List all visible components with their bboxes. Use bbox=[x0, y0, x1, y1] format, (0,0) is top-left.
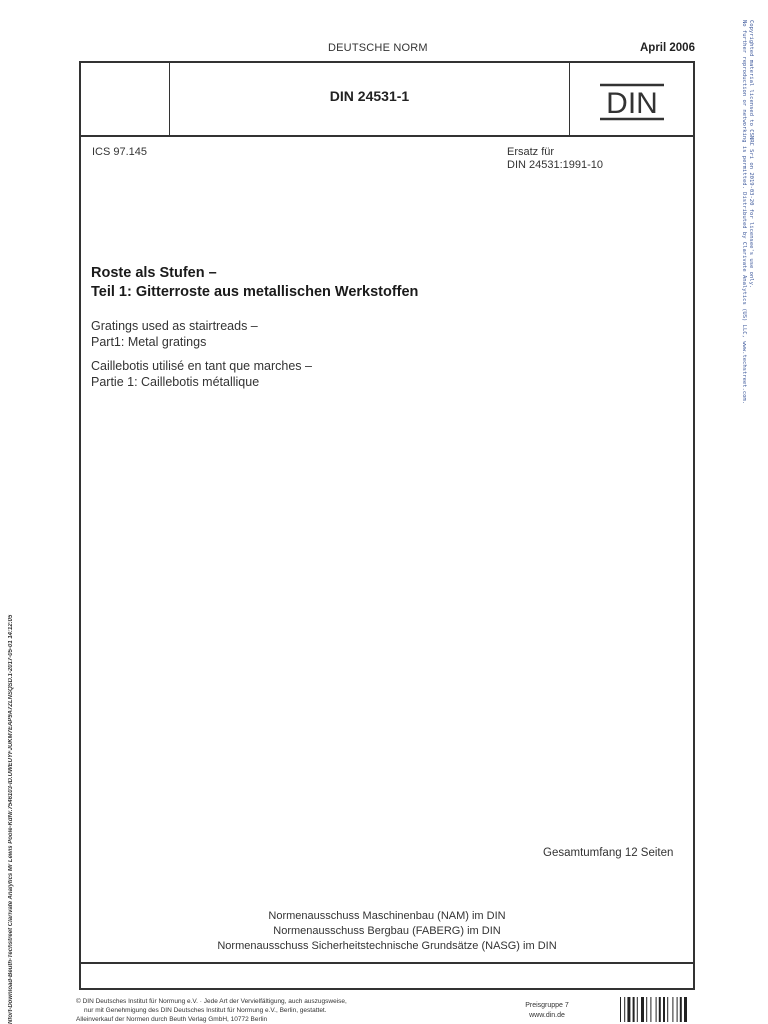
document-type-label: DEUTSCHE NORM bbox=[328, 42, 428, 54]
license-watermark-line: No further reproduction or networking is permitted. Distributed by Clarivate Analytics (US) LLC, www.techstreet.com. bbox=[741, 20, 747, 405]
barcode-bar bbox=[663, 997, 665, 1022]
barcode-bar bbox=[641, 997, 644, 1022]
standard-number: DIN 24531-1 bbox=[329, 88, 410, 104]
total-pages: Gesamtumfang 12 Seiten bbox=[543, 847, 674, 859]
license-watermark-line: Copyrighted material licensed to CSNRC Sri on 2019-03-20 for licensee's use only. bbox=[748, 20, 754, 289]
barcode-bar bbox=[624, 997, 625, 1022]
title-french bbox=[91, 358, 312, 390]
replaces-note bbox=[507, 146, 603, 172]
copyright-notice bbox=[76, 997, 347, 1024]
title-english-line2: Part1: Metal gratings bbox=[91, 335, 207, 349]
din-logo bbox=[598, 82, 668, 122]
title-german-line2: Teil 1: Gitterroste aus metallischen Werkstoffen bbox=[91, 284, 419, 300]
barcode-bar bbox=[633, 997, 635, 1022]
license-watermark bbox=[740, 20, 754, 404]
footer-rule bbox=[79, 962, 695, 964]
committee-item: Normenausschuss Maschinenbau (NAM) im DIN bbox=[268, 910, 506, 922]
ics-code: ICS 97.145 bbox=[92, 146, 148, 158]
barcode-bar bbox=[684, 997, 687, 1022]
download-watermark: Nfort-Download-Beuth-Techstreet Clarivate Analytics Mr Lewis Poole-KdNr.7546103-ID.UWEUYFJUKM7EAP9A7ZLNSQSD.1-2017-05-01 14:12:05 bbox=[8, 614, 14, 1024]
copyright-line: nur mit Genehmigung des DIN Deutsches Institut für Normung e.V., Berlin, gestattet. bbox=[84, 1007, 327, 1014]
replaced-standard: DIN 24531:1991-10 bbox=[507, 159, 604, 171]
barcode-bar bbox=[677, 997, 678, 1022]
barcode-bar bbox=[620, 997, 621, 1022]
barcode-bar bbox=[667, 997, 668, 1022]
publication-date: April 2006 bbox=[640, 42, 695, 54]
barcode-bar bbox=[680, 997, 682, 1022]
din-logo-text: DIN bbox=[606, 87, 658, 120]
copyright-line: © DIN Deutsches Institut für Normung e.V. · Jede Art der Vervielfältigung, auch auszugsweise, bbox=[76, 998, 347, 1005]
committee-list bbox=[79, 909, 695, 954]
barcode-bar bbox=[650, 997, 651, 1022]
barcode-bar bbox=[646, 997, 647, 1022]
title-german bbox=[91, 264, 418, 302]
barcode-bar bbox=[672, 997, 673, 1022]
barcode-bar bbox=[637, 997, 638, 1022]
website-link[interactable]: www.din.de bbox=[529, 1012, 565, 1019]
price-info bbox=[512, 1001, 582, 1021]
title-block-divider-right bbox=[569, 61, 570, 137]
title-german-line1: Roste als Stufen – bbox=[91, 265, 217, 281]
barcode-bar bbox=[659, 997, 661, 1022]
replaces-label: Ersatz für bbox=[507, 146, 555, 158]
title-english bbox=[91, 318, 258, 350]
barcode-bar bbox=[627, 997, 630, 1022]
committee-item: Normenausschuss Bergbau (FABERG) im DIN bbox=[273, 925, 501, 937]
committee-item: Normenausschuss Sicherheitstechnische Grundsätze (NASG) im DIN bbox=[217, 940, 557, 952]
copyright-line: Alleinverkauf der Normen durch Beuth Verlag GmbH, 10772 Berlin bbox=[76, 1016, 268, 1023]
title-french-line2: Partie 1: Caillebotis métallique bbox=[91, 375, 260, 389]
price-group: Preisgruppe 7 bbox=[525, 1002, 569, 1009]
title-english-line1: Gratings used as stairtreads – bbox=[91, 319, 258, 333]
barcode-bar bbox=[656, 997, 657, 1022]
barcode bbox=[620, 997, 696, 1022]
title-french-line1: Caillebotis utilisé en tant que marches – bbox=[91, 359, 312, 373]
